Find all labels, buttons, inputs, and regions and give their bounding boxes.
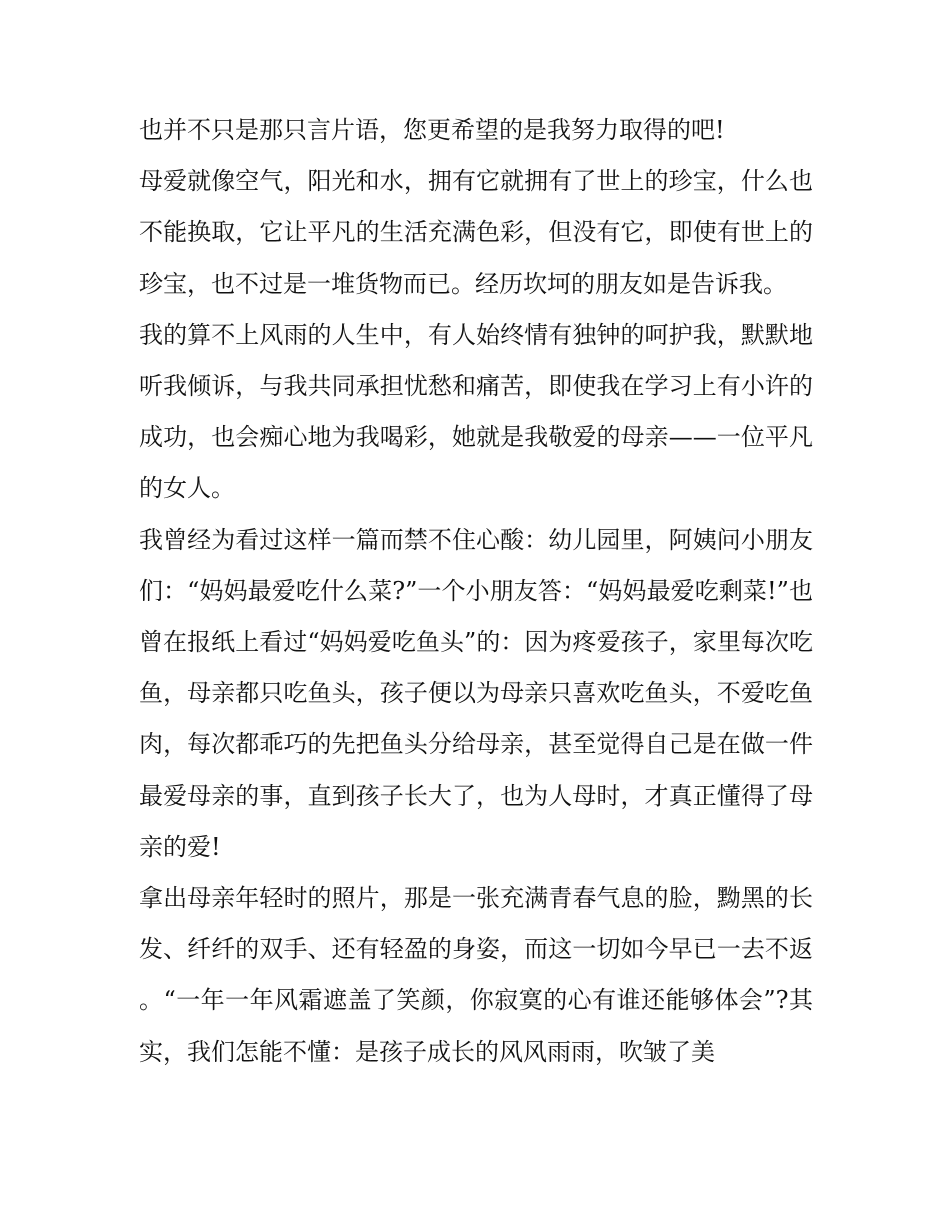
paragraph-2: 母爱就像空气，阳光和水，拥有它就拥有了世上的珍宝，什么也不能换取，它让平凡的生活充满色彩，但没有它，即使有世上的珍宝，也不过是一堆货物而已。经历坎坷的朋友如是告诉我。 [139,167,813,298]
paragraph-3: 我的算不上风雨的人生中，有人始终情有独钟的呵护我，默默地听我倾诉，与我共同承担忧愁和痛苦，即使我在学习上有小许的成功，也会痴心地为我喝彩，她就是我敬爱的母亲——一位平凡的女人。 [139,320,813,503]
document-body [139,105,813,1078]
paragraph-1: 也并不只是那只言片语，您更希望的是我努力取得的吧! [139,116,725,144]
paragraph-5: 拿出母亲年轻时的照片，那是一张充满青春气息的脸，黝黑的长发、纤纤的双手、还有轻盈的身姿，而这一切如今早已一去不返。“一年一年风霜遮盖了笑颜，你寂寞的心有谁还能够体会”?其实，我们怎能不懂：是孩子成长的风风雨雨，吹皱了美 [139,884,813,1066]
paragraph-4: 我曾经为看过这样一篇而禁不住心酸：幼儿园里，阿姨问小朋友们：“妈妈最爱吃什么菜?”一个小朋友答：“妈妈最爱吃剩菜!”也曾在报纸上看过“妈妈爱吃鱼头”的：因为疼爱孩子，家里每次吃鱼，母亲都只吃鱼头，孩子便以为母亲只喜欢吃鱼头，不爱吃鱼肉，每次都乖巧的先把鱼头分给母亲，甚至觉得自己是在做一件最爱母亲的事，直到孩子长大了，也为人母时，才真正懂得了母亲的爱! [139,525,813,861]
